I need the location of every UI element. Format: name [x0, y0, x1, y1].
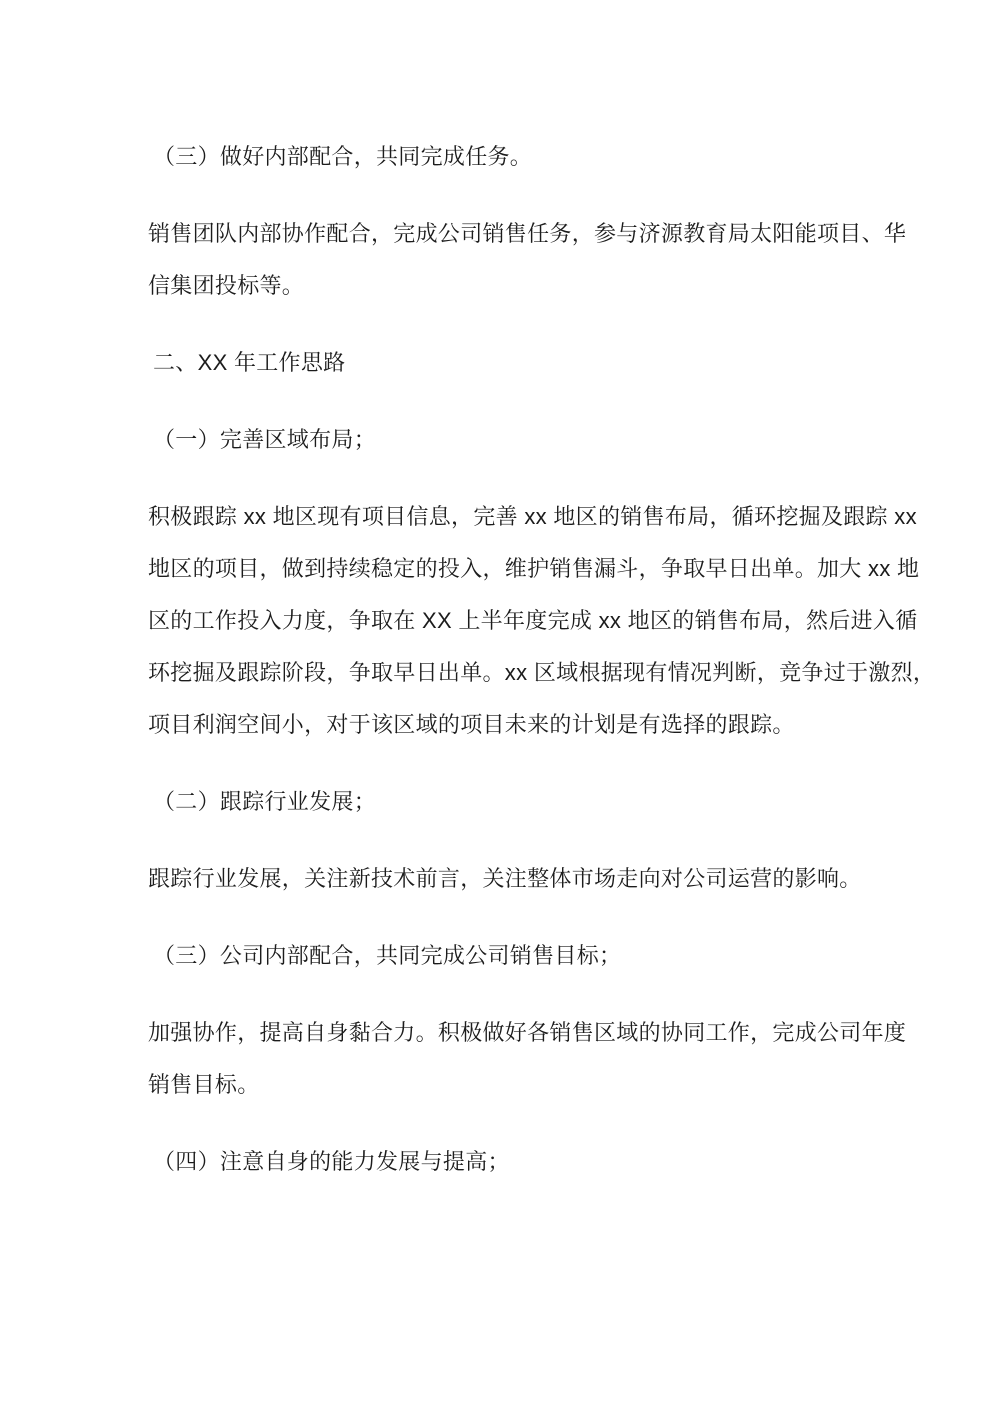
paragraph-sales-team-line-2: 信集团投标等。 [148, 273, 305, 298]
paragraph-region-layout-line-1: 积极跟踪 xx 地区现有项目信息，完善 xx 地区的销售布局，循环挖掘及跟踪 xx [148, 504, 917, 529]
heading-item-four: （四）注意自身的能力发展与提高； [153, 1149, 510, 1174]
heading-item-two: （二）跟踪行业发展； [153, 789, 377, 814]
paragraph-industry-trend: 跟踪行业发展，关注新技术前言，关注整体市场走向对公司运营的影响。 [148, 866, 862, 891]
heading-item-three: （三）公司内部配合，共同完成公司销售目标； [153, 943, 622, 968]
heading-prev-item-three: （三）做好内部配合，共同完成任务。 [153, 144, 533, 169]
paragraph-cooperation-line-1: 加强协作，提高自身黏合力。积极做好各销售区域的协同工作，完成公司年度 [148, 1020, 907, 1045]
paragraph-region-layout-line-5: 项目利润空间小，对于该区域的项目未来的计划是有选择的跟踪。 [148, 712, 795, 737]
heading-item-one: （一）完善区域布局； [153, 427, 377, 452]
heading-part-two: 二、XX 年工作思路 [153, 350, 346, 375]
paragraph-region-layout-line-4: 环挖掘及跟踪阶段，争取早日出单。xx 区域根据现有情况判断，竞争过于激烈， [148, 660, 936, 685]
paragraph-cooperation-line-2: 销售目标。 [148, 1072, 260, 1097]
paragraph-sales-team-line-1: 销售团队内部协作配合，完成公司销售任务，参与济源教育局太阳能项目、华 [148, 221, 907, 246]
paragraph-region-layout-line-3: 区的工作投入力度，争取在 XX 上半年度完成 xx 地区的销售布局，然后进入循 [148, 608, 918, 633]
paragraph-region-layout-line-2: 地区的项目，做到持续稳定的投入，维护销售漏斗，争取早日出单。加大 xx 地 [148, 556, 920, 581]
